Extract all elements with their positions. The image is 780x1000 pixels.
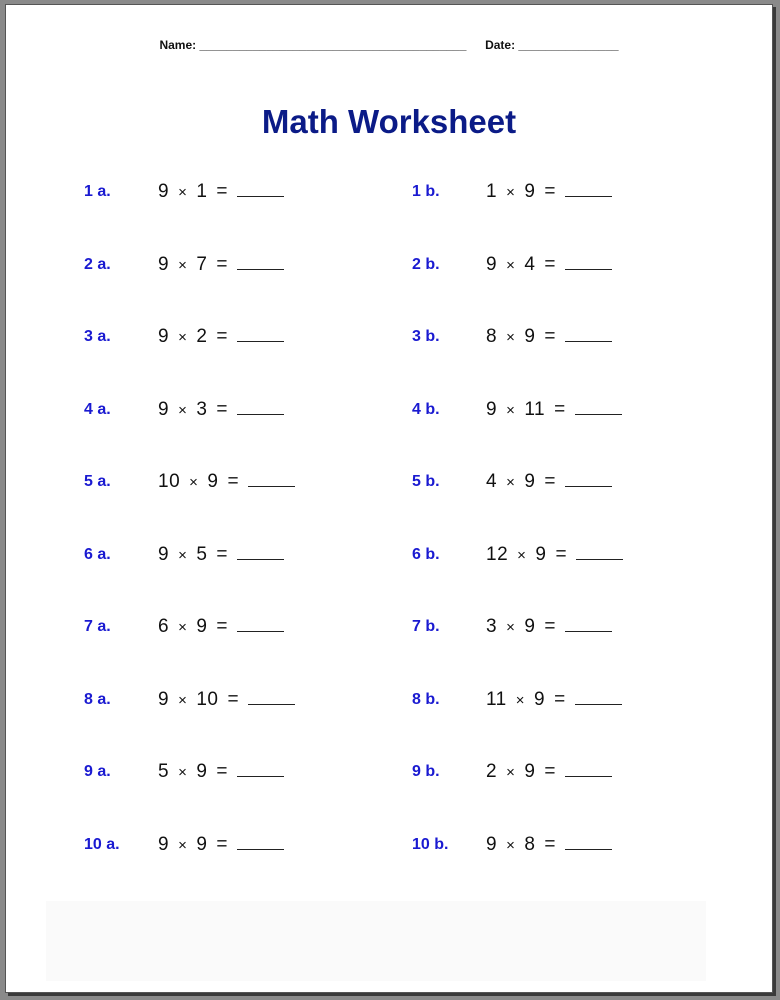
answer-blank[interactable]: [237, 835, 284, 850]
right-operand: 9: [207, 471, 219, 492]
times-sign: ×: [506, 401, 516, 419]
equals-sign: =: [216, 761, 229, 782]
equals-sign: =: [227, 471, 240, 492]
left-operand: 6: [158, 616, 170, 637]
equals-sign: =: [216, 833, 229, 855]
problem-expression: [158, 181, 284, 203]
answer-blank[interactable]: [565, 182, 612, 197]
problem-label: 2 a.: [84, 255, 111, 273]
equals-sign: =: [216, 253, 229, 275]
times-sign: ×: [178, 256, 188, 274]
problem-label: 1 a.: [84, 183, 111, 200]
left-operand: 9: [486, 833, 498, 855]
date-field-label: Date: _______________: [485, 38, 619, 52]
times-sign: ×: [506, 474, 516, 491]
answer-blank[interactable]: [237, 545, 284, 560]
equals-sign: =: [216, 181, 229, 202]
equals-sign: =: [216, 543, 229, 565]
problem-expression: [158, 616, 284, 638]
times-sign: ×: [189, 474, 199, 491]
problem-label: 8 b.: [412, 690, 440, 708]
answer-blank[interactable]: [565, 255, 612, 270]
times-sign: ×: [178, 619, 188, 636]
answer-blank[interactable]: [237, 327, 284, 342]
answer-blank[interactable]: [237, 617, 284, 632]
problem-label: 6 b.: [412, 545, 440, 563]
equals-sign: =: [554, 398, 566, 420]
name-field-label: Name: ________________________________________: [159, 38, 467, 52]
left-operand: 4: [486, 471, 498, 492]
right-operand: 9: [524, 326, 536, 347]
problem-expression: [158, 761, 284, 783]
right-operand: 2: [196, 326, 208, 347]
footer-area: [46, 901, 706, 981]
right-operand: 1: [196, 181, 208, 202]
equals-sign: =: [544, 616, 557, 637]
equals-sign: =: [216, 326, 229, 347]
right-operand: 11: [524, 398, 546, 420]
answer-blank[interactable]: [237, 255, 284, 270]
right-operand: 5: [196, 543, 208, 565]
right-operand: 9: [196, 833, 208, 855]
problem-expression: [486, 471, 612, 493]
equals-sign: =: [216, 398, 229, 420]
left-operand: 9: [486, 253, 498, 275]
answer-blank[interactable]: [575, 690, 622, 705]
problem-expression: [486, 254, 612, 276]
right-operand: 7: [196, 253, 208, 275]
answer-blank[interactable]: [565, 762, 612, 777]
equals-sign: =: [554, 688, 566, 710]
problem-expression: [158, 326, 284, 348]
right-operand: 9: [534, 688, 546, 710]
left-operand: 1: [486, 181, 498, 202]
right-operand: 9: [524, 181, 536, 202]
right-operand: 9: [524, 471, 536, 492]
problem-expression: [158, 471, 295, 493]
left-operand: 9: [158, 398, 170, 420]
problem-label: 8 a.: [84, 690, 111, 708]
answer-blank[interactable]: [237, 400, 284, 415]
problem-label: 2 b.: [412, 255, 440, 273]
problem-expression: [486, 544, 623, 566]
left-operand: 9: [158, 326, 170, 347]
problem-expression: [158, 834, 284, 856]
equals-sign: =: [544, 471, 557, 492]
answer-blank[interactable]: [248, 472, 295, 487]
problem-expression: [486, 181, 612, 203]
times-sign: ×: [178, 836, 188, 854]
equals-sign: =: [216, 616, 229, 637]
answer-blank[interactable]: [565, 472, 612, 487]
left-operand: 10: [158, 471, 181, 492]
problem-label: 5 a.: [84, 473, 111, 490]
left-operand: 3: [486, 616, 498, 637]
problem-label: 3 a.: [84, 328, 111, 345]
problem-expression: [486, 761, 612, 783]
problem-label: 5 b.: [412, 473, 440, 490]
answer-blank[interactable]: [565, 327, 612, 342]
times-sign: ×: [506, 764, 516, 781]
problem-label: 4 b.: [412, 400, 440, 418]
problem-label: 4 a.: [84, 400, 111, 418]
equals-sign: =: [227, 688, 240, 710]
right-operand: 3: [196, 398, 208, 420]
problem-label: 9 b.: [412, 763, 440, 780]
left-operand: 9: [158, 253, 170, 275]
right-operand: 10: [196, 688, 219, 710]
worksheet-page: [5, 4, 773, 993]
problem-expression: [486, 689, 622, 711]
times-sign: ×: [178, 401, 188, 419]
answer-blank[interactable]: [237, 762, 284, 777]
left-operand: 2: [486, 761, 498, 782]
times-sign: ×: [178, 329, 188, 346]
answer-blank[interactable]: [248, 690, 295, 705]
times-sign: ×: [506, 836, 516, 854]
right-operand: 9: [524, 616, 536, 637]
answer-blank[interactable]: [576, 545, 623, 560]
right-operand: 4: [524, 253, 536, 275]
answer-blank[interactable]: [565, 617, 612, 632]
left-operand: 9: [158, 688, 170, 710]
times-sign: ×: [178, 691, 188, 709]
problem-expression: [486, 616, 612, 638]
left-operand: 9: [158, 833, 170, 855]
left-operand: 9: [486, 398, 498, 420]
equals-sign: =: [544, 833, 557, 855]
problem-label: 6 a.: [84, 545, 111, 563]
left-operand: 11: [486, 688, 507, 710]
equals-sign: =: [544, 326, 557, 347]
right-operand: 9: [196, 761, 208, 782]
left-operand: 8: [486, 326, 498, 347]
left-operand: 9: [158, 543, 170, 565]
times-sign: ×: [517, 546, 527, 564]
answer-blank[interactable]: [575, 400, 622, 415]
problem-expression: [158, 689, 295, 711]
equals-sign: =: [544, 253, 557, 275]
equals-sign: =: [544, 761, 557, 782]
problem-label: 1 b.: [412, 183, 440, 200]
times-sign: ×: [506, 619, 516, 636]
problem-label: 7 b.: [412, 618, 440, 635]
answer-blank[interactable]: [237, 182, 284, 197]
left-operand: 9: [158, 181, 170, 202]
problem-expression: [486, 834, 612, 856]
problem-label: 9 a.: [84, 763, 111, 780]
answer-blank[interactable]: [565, 835, 612, 850]
times-sign: ×: [506, 329, 516, 346]
left-operand: 5: [158, 761, 170, 782]
right-operand: 9: [535, 543, 547, 565]
right-operand: 9: [196, 616, 208, 637]
header: [6, 38, 772, 52]
left-operand: 12: [486, 543, 509, 565]
equals-sign: =: [544, 181, 557, 202]
problem-expression: [158, 399, 284, 421]
problem-label: 10 a.: [84, 835, 120, 853]
problem-expression: [158, 254, 284, 276]
times-sign: ×: [506, 256, 516, 274]
problem-label: 7 a.: [84, 618, 111, 635]
times-sign: ×: [506, 184, 516, 201]
page-title: Math Worksheet: [261, 103, 517, 140]
problem-expression: [158, 544, 284, 566]
problem-expression: [486, 326, 612, 348]
right-operand: 9: [524, 761, 536, 782]
times-sign: ×: [178, 184, 188, 201]
times-sign: ×: [515, 691, 525, 709]
times-sign: ×: [178, 546, 188, 564]
equals-sign: =: [555, 543, 568, 565]
problem-label: 3 b.: [412, 328, 440, 345]
times-sign: ×: [178, 764, 188, 781]
problem-label: 10 b.: [412, 835, 449, 853]
problem-expression: [486, 399, 622, 421]
right-operand: 8: [524, 833, 536, 855]
